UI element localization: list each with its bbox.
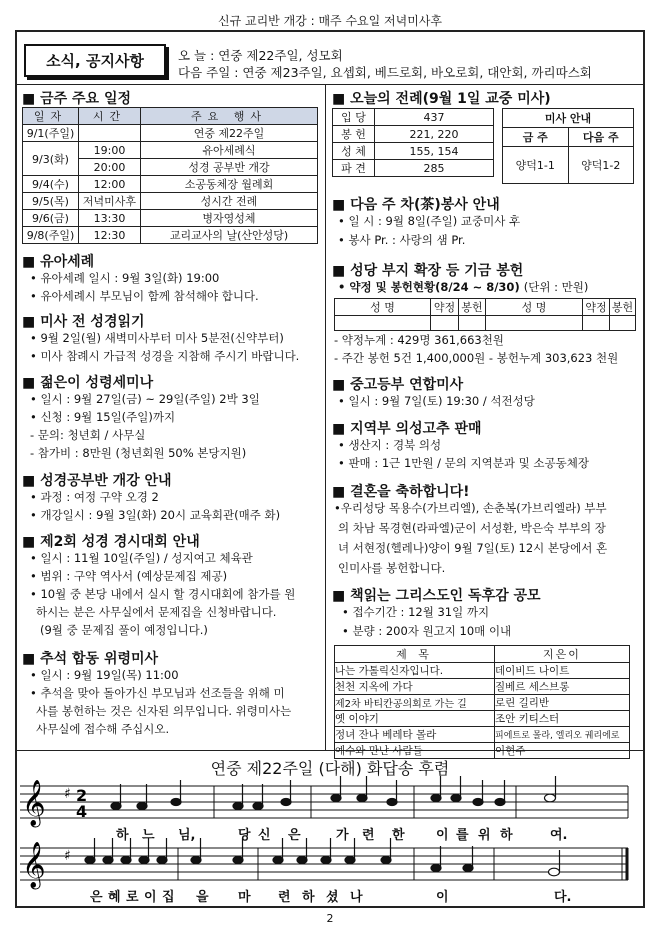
hymn-syllable: 여. xyxy=(550,828,568,843)
table-row xyxy=(333,143,494,160)
staff-2 xyxy=(20,848,628,880)
bible-study-item: • 과정 : 여정 구약 오경 2 xyxy=(30,490,159,504)
contest-item: 하시는 분은 사무실에서 문제집을 신청바랍니다. xyxy=(36,605,277,619)
book-title: 천천 지옥에 가다 xyxy=(335,679,495,695)
contest-item: (9월 중 문제집 풀이 예정입니다.) xyxy=(40,623,208,637)
fund-subtitle: • 약정 및 봉헌현황(8/24 ~ 8/30) (단위 : 만원) xyxy=(338,280,589,294)
essay-title: ■ 책읽는 그리스도인 독후감 공모 xyxy=(332,585,541,605)
column-divider xyxy=(325,84,326,750)
youth-title: ■ 젊은이 성령세미나 xyxy=(22,372,153,392)
mass-this-week-value: 양덕1-1 xyxy=(503,147,569,184)
youth-item: • 일시 : 9월 27일(금) ~ 29일(주일) 2박 3일 xyxy=(30,392,260,406)
liturgy-value: 155, 154 xyxy=(375,143,494,160)
highschool-title: ■ 중고등부 연합미사 xyxy=(332,374,463,394)
notice-next-sunday: 다음 주일 : 연중 제23주일, 요셉회, 베드로회, 바오로회, 대안회, 까리따스회 xyxy=(178,65,592,80)
liturgy-label: 봉 헌 xyxy=(333,126,375,143)
memorial-item: 사를 봉헌하는 것은 신자된 의무입니다. 위령미사는 xyxy=(36,704,292,718)
hymn-syllable: 을 xyxy=(196,890,209,905)
note xyxy=(451,795,461,802)
tea-title: ■ 다음 주 차(茶)봉사 안내 xyxy=(332,194,500,214)
schedule-header-time: 시간 xyxy=(79,108,141,125)
schedule-event: 유아세례식 xyxy=(141,142,318,159)
note xyxy=(331,795,341,802)
wedding-text: 의 차남 목경현(라파엘)군이 서성환, 박은숙 부부의 장 xyxy=(338,521,606,535)
baptism-item: • 유아세례 일시 : 9월 3일(화) 19:00 xyxy=(30,271,220,285)
fund-header-name: 성 명 xyxy=(335,299,431,316)
hymn-syllable: 한 xyxy=(392,828,405,843)
essay-header-title: 제 목 xyxy=(335,646,495,663)
book-author: 조안 키티스터 xyxy=(495,711,630,727)
hymn-syllable: 은 xyxy=(90,890,103,905)
hymn-syllable: 련 xyxy=(362,828,375,843)
essay-header-author: 지은이 xyxy=(495,646,630,663)
schedule-event: 연중 제22주일 xyxy=(141,125,318,142)
hymn-syllable: 이 xyxy=(436,890,449,905)
fund-header-paid: 봉헌 xyxy=(459,299,486,316)
wedding-text: •우리성당 목용수(가브리엘), 손춘복(가브리엘라) 부부 xyxy=(334,501,607,515)
fund-title: ■ 성당 부지 확장 등 기금 봉헌 xyxy=(332,260,523,280)
hymn-syllable: 집 xyxy=(162,890,175,905)
fund-header-pledge: 약정 xyxy=(583,299,610,316)
schedule-time: 저녁미사후 xyxy=(79,193,141,210)
hymn-syllable: 느 xyxy=(142,828,155,843)
fund-pledge-total: - 약정누계 : 429명 361,663천원 xyxy=(334,333,504,347)
baptism-item: • 유아세례시 부모님이 함께 참석해야 합니다. xyxy=(30,289,259,303)
schedule-date: 9/8(주일) xyxy=(23,227,79,244)
note xyxy=(545,794,556,802)
table-row xyxy=(335,679,630,695)
bible-read-item: • 9월 2일(월) 새벽미사부터 미사 5분전(신약부터) xyxy=(30,331,284,345)
essay-book-table xyxy=(334,645,630,759)
hymn-syllable: 님, xyxy=(178,828,196,843)
notice-badge: 소식, 공지사항 xyxy=(24,44,166,77)
liturgy-label: 파 견 xyxy=(333,160,375,177)
mass-this-week: 금 주 xyxy=(503,128,569,147)
hymn-syllable: 를 xyxy=(456,828,469,843)
hymn-syllable: 셨 xyxy=(326,890,339,905)
schedule-time: 12:00 xyxy=(79,176,141,193)
schedule-time: 19:00 xyxy=(79,142,141,159)
book-author: 이현주 xyxy=(495,743,630,759)
note xyxy=(495,799,505,806)
memorial-item: 사무실에 접수해 주십시오. xyxy=(36,722,170,736)
garlic-title: ■ 지역부 의성고추 판매 xyxy=(332,418,482,438)
schedule-date: 9/6(금) xyxy=(23,210,79,227)
staff-1 xyxy=(20,786,628,818)
schedule-time xyxy=(79,125,141,142)
sharp-icon: ♯ xyxy=(64,786,71,802)
schedule-date: 9/5(목) xyxy=(23,193,79,210)
mass-next-week-value: 양덕1-2 xyxy=(568,147,634,184)
liturgy-table xyxy=(332,108,494,177)
hymn-lyric-line-2 xyxy=(0,886,660,904)
staff-1-notes xyxy=(111,776,556,810)
schedule-time: 12:30 xyxy=(79,227,141,244)
book-title: 예수와 만난 사람들 xyxy=(335,743,495,759)
note xyxy=(473,799,483,806)
memorial-item: • 추석을 맞아 돌아가신 부모님과 선조들을 위해 미 xyxy=(30,686,285,700)
hymn-lyric-line-1 xyxy=(0,824,660,842)
schedule-event: 성경 공부반 개강 xyxy=(141,159,318,176)
bible-study-title: ■ 성경공부반 개강 안내 xyxy=(22,470,172,490)
hymn-syllable: 련 xyxy=(278,890,291,905)
contest-item: • 범위 : 구약 역사서 (예상문제집 제공) xyxy=(30,569,228,583)
youth-item: - 참가비 : 8만원 (청년회원 50% 본당지원) xyxy=(30,446,247,460)
garlic-item: • 생산지 : 경북 의성 xyxy=(338,438,442,452)
table-row xyxy=(333,160,494,177)
book-title: 정녀 잔나 베레타 몰라 xyxy=(335,727,495,743)
table-row xyxy=(23,193,318,210)
bible-study-item: • 개강일시 : 9월 3일(화) 20시 교육회관(매주 화) xyxy=(30,508,281,522)
hymn-syllable: 하 xyxy=(116,828,129,843)
liturgy-label: 성 체 xyxy=(333,143,375,160)
wedding-title: ■ 결혼을 축하합니다! xyxy=(332,481,470,501)
table-row xyxy=(23,227,318,244)
time-signature-bottom: 4 xyxy=(76,802,88,821)
hymn-title: 연중 제22주일 (다해) 화답송 후렴 xyxy=(210,759,450,778)
fund-table xyxy=(334,298,636,331)
liturgy-value: 285 xyxy=(375,160,494,177)
book-title: 제2차 바티칸공의회로 가는 길 xyxy=(335,695,495,711)
table-row xyxy=(23,210,318,227)
liturgy-label: 입 당 xyxy=(333,109,375,126)
schedule-title: ■ 금주 주요 일정 xyxy=(22,88,131,108)
book-title: 옛 이야기 xyxy=(335,711,495,727)
schedule-time: 20:00 xyxy=(79,159,141,176)
mass-guide-title: 미사 안내 xyxy=(503,109,634,128)
note xyxy=(431,795,441,802)
notice-today: 오 늘 : 연중 제22주일, 성모회 xyxy=(178,48,343,63)
contest-item: • 일시 : 11월 10일(주일) / 성지여고 체육관 xyxy=(30,551,253,565)
header-note: 신규 교리반 개강 : 매주 수요일 저녁미사후 xyxy=(218,14,442,28)
hymn-syllable: 이 xyxy=(144,890,157,905)
hymn-syllable: 신 xyxy=(258,828,271,843)
hymn-syllable: 하 xyxy=(302,890,315,905)
schedule-date: 9/3(화) xyxy=(23,142,79,176)
schedule-header-date: 일자 xyxy=(23,108,79,125)
bible-read-title: ■ 미사 전 성경읽기 xyxy=(22,311,145,331)
liturgy-value: 437 xyxy=(375,109,494,126)
memorial-item: • 일시 : 9월 19일(목) 11:00 xyxy=(30,668,179,682)
garlic-item: • 판매 : 1근 1만원 / 문의 지역분과 및 소공동체장 xyxy=(338,456,589,470)
hymn-syllable: 하 xyxy=(500,828,513,843)
table-row xyxy=(335,663,630,679)
table-row xyxy=(23,125,318,142)
baptism-title: ■ 유아세례 xyxy=(22,251,94,271)
hymn-syllable: 나 xyxy=(350,890,363,905)
note xyxy=(111,803,121,810)
table-row xyxy=(335,727,630,743)
book-author: 데이비드 나이트 xyxy=(495,663,630,679)
hymn-syllable: 은 xyxy=(288,828,301,843)
liturgy-title: ■ 오늘의 전례(9월 1일 교중 미사) xyxy=(332,88,551,108)
schedule-event: 교리교사의 날(산안성당) xyxy=(141,227,318,244)
table-row xyxy=(333,109,494,126)
book-author: 피에트로 몰라, 엘리오 궤리에로 xyxy=(495,727,630,743)
sharp-icon: ♯ xyxy=(64,848,71,864)
table-row xyxy=(23,176,318,193)
table-row xyxy=(23,142,318,159)
schedule-table xyxy=(22,107,318,244)
schedule-event: 성시간 전례 xyxy=(141,193,318,210)
treble-clef-icon: 𝄞 xyxy=(22,842,46,888)
hymn-syllable: 이 xyxy=(436,828,449,843)
fund-header-paid: 봉헌 xyxy=(610,299,636,316)
schedule-time: 13:30 xyxy=(79,210,141,227)
memorial-title: ■ 추석 합동 위령미사 xyxy=(22,648,158,668)
schedule-event: 병자영성체 xyxy=(141,210,318,227)
fund-header-name: 성 명 xyxy=(486,299,583,316)
essay-item: • 분량 : 200자 원고지 10매 이내 xyxy=(342,624,512,638)
table-row xyxy=(335,316,636,331)
tea-item: • 일 시 : 9월 8일(주일) 교중미사 후 xyxy=(338,214,521,228)
wedding-text: 녀 서현정(헬레나)양이 9월 7일(토) 12시 본당에서 혼 xyxy=(338,541,608,555)
mass-next-week: 다음 주 xyxy=(568,128,634,147)
bible-read-item: • 미사 참례시 가급적 성경을 지참해 주시기 바랍니다. xyxy=(30,349,300,363)
fund-unit: (단위 : 만원) xyxy=(523,280,589,294)
schedule-date: 9/4(수) xyxy=(23,176,79,193)
staff-2-notes xyxy=(85,838,560,876)
hymn-syllable: 가 xyxy=(336,828,349,843)
hymn-syllable: 위 xyxy=(478,828,491,843)
liturgy-value: 221, 220 xyxy=(375,126,494,143)
treble-clef-icon: 𝄞 xyxy=(22,780,46,826)
wedding-text: 인미사를 봉헌합니다. xyxy=(338,561,446,575)
book-author: 질베르 세스브롱 xyxy=(495,679,630,695)
hymn-syllable: 당 xyxy=(238,828,251,843)
hymn-syllable: 로 xyxy=(126,890,139,905)
note xyxy=(233,803,243,810)
hymn-syllable: 마 xyxy=(238,890,251,905)
divider-top xyxy=(16,84,644,85)
note xyxy=(253,803,263,810)
hymn-syllable: 다. xyxy=(554,890,572,905)
note xyxy=(171,799,181,806)
note xyxy=(137,803,147,810)
table-row xyxy=(333,126,494,143)
schedule-event: 소공동체장 월례회 xyxy=(141,176,318,193)
note xyxy=(281,799,291,806)
schedule-header-event: 주요 행사 xyxy=(141,108,318,125)
book-author: 로린 길리반 xyxy=(495,695,630,711)
hymn-syllable: 혜 xyxy=(108,890,121,905)
schedule-date: 9/1(주일) xyxy=(23,125,79,142)
table-row xyxy=(335,711,630,727)
highschool-item: • 일시 : 9월 7일(토) 19:30 / 석전성당 xyxy=(338,394,535,408)
book-title: 나는 가톨릭신자입니다. xyxy=(335,663,495,679)
youth-item: - 문의: 청년회 / 사무실 xyxy=(30,428,146,442)
contest-item: • 10월 중 본당 내에서 실시 할 경시대회에 참가를 원 xyxy=(30,587,296,601)
fund-header-pledge: 약정 xyxy=(431,299,459,316)
contest-title: ■ 제2회 성경 경시대회 안내 xyxy=(22,531,200,551)
essay-item: • 접수기간 : 12월 31일 까지 xyxy=(342,605,490,619)
tea-item: • 봉사 Pr. : 사랑의 샘 Pr. xyxy=(338,233,466,247)
time-signature-top: 2 xyxy=(76,786,88,805)
youth-item: • 신청 : 9월 15일(주일)까지 xyxy=(30,410,176,424)
fund-weekly: - 주간 봉헌 5건 1,400,000원 - 봉헌누계 303,623 천원 xyxy=(334,351,619,365)
table-row xyxy=(335,695,630,711)
note xyxy=(387,799,397,806)
mass-guide-table xyxy=(502,108,634,184)
note xyxy=(357,795,367,802)
page-number: 2 xyxy=(326,912,334,925)
